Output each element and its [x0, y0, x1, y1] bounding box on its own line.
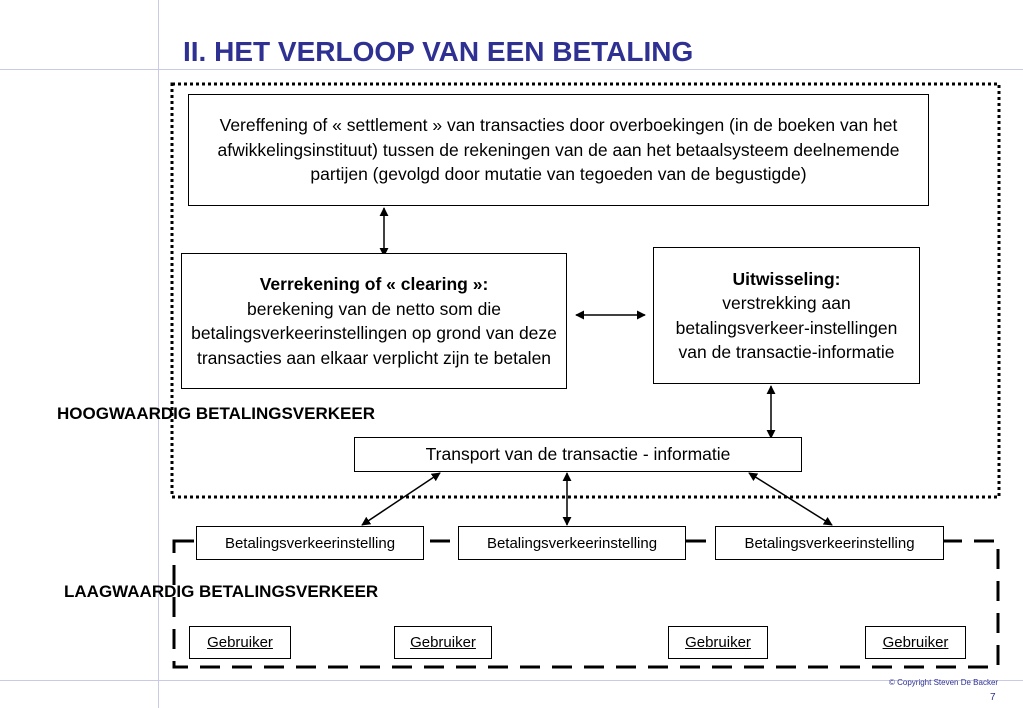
- clearing-heading: Verrekening of « clearing »:: [259, 274, 489, 294]
- exchange-body: verstrekking aan betalingsverkeer-instellingen van de transactie-informatie: [675, 293, 898, 362]
- high-value-label: HOOGWAARDIG BETALINGSVERKEER: [57, 404, 375, 423]
- user-label: Gebruiker: [882, 634, 949, 651]
- user-label: Gebruiker: [207, 634, 273, 651]
- user-box-4: [865, 626, 966, 659]
- institution-box-2: [458, 526, 686, 560]
- page-number: 7: [990, 692, 996, 703]
- settlement-box: [188, 94, 929, 206]
- exchange-heading: Uitwisseling:: [732, 268, 841, 289]
- clearing-body: berekening van de netto som die betalingsverkeerinstellingen op grond van deze transacties aan elkaar verplicht zijn te betalen: [191, 298, 557, 368]
- institution-box-3: [715, 526, 944, 560]
- institution-label: Betalingsverkeerinstelling: [224, 534, 396, 552]
- user-box-2: [394, 626, 492, 659]
- clearing-box: [181, 253, 567, 389]
- transport-box: [354, 437, 802, 472]
- exchange-box: [653, 247, 920, 384]
- transport-text: Transport van de transactie - informatie: [425, 444, 731, 465]
- user-label: Gebruiker: [410, 634, 476, 651]
- arrow-transport-institution-3: [749, 473, 832, 525]
- page-title: II. HET VERLOOP VAN EEN BETALING: [181, 36, 699, 68]
- institution-label: Betalingsverkeerinstelling: [486, 534, 658, 552]
- copyright: © Copyright Steven De Backer: [889, 678, 999, 687]
- settlement-text: Vereffening of « settlement » van transacties door overboekingen (in de boeken van het afwikkelingsinstituut) tussen de rekeningen van de aan het betaalsysteem deelnemende partijen (gevolgd door mutatie van tegoeden van de begustigde): [217, 115, 900, 185]
- user-label: Gebruiker: [685, 634, 751, 651]
- institution-box-1: [196, 526, 424, 560]
- arrow-transport-institution-1: [362, 473, 440, 525]
- institution-label: Betalingsverkeerinstelling: [744, 534, 915, 552]
- low-value-label: LAAGWAARDIG BETALINGSVERKEER: [64, 582, 379, 601]
- user-box-1: [189, 626, 291, 659]
- user-box-3: [668, 626, 768, 659]
